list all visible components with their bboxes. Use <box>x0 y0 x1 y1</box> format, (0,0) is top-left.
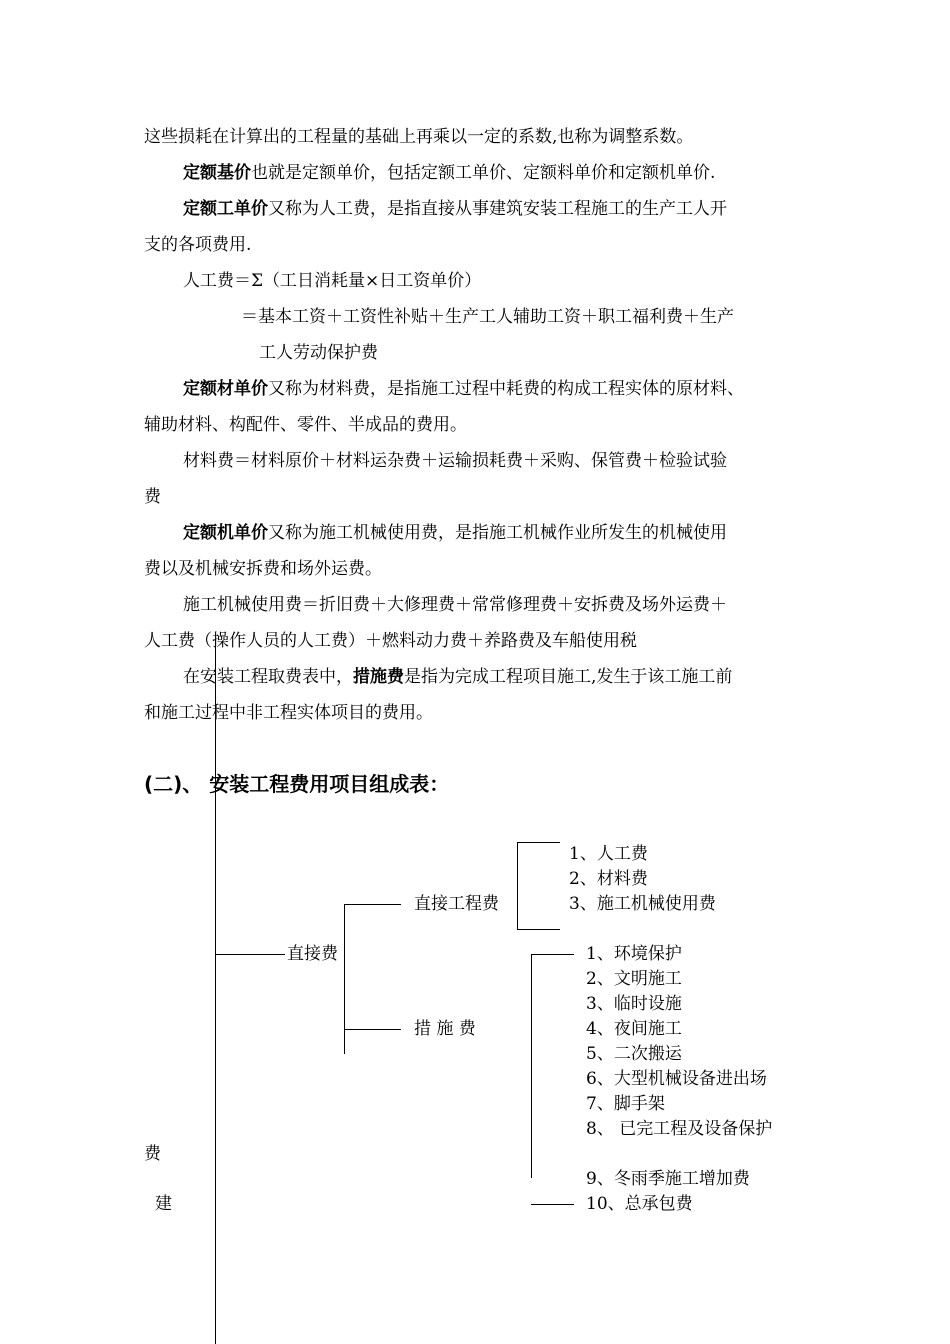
side-label-build: 建 <box>155 1194 172 1214</box>
paragraph-text: 辅助材料、构配件、零件、半成品的费用。 <box>144 415 467 435</box>
tree-connector-item-10 <box>531 1204 574 1205</box>
paragraph-text: 费以及机械安拆费和场外运费。 <box>144 559 382 579</box>
formula-text: 人工费（操作人员的人工费）＋燃料动力费＋养路费及车船使用税 <box>144 631 637 651</box>
term-labor-price: 定额工单价 <box>183 199 268 219</box>
list-item: 4、夜间施工 <box>586 1019 682 1039</box>
tree-main-vertical-line <box>215 640 216 1344</box>
formula-text: 材料费＝材料原价＋材料运杂费＋运输损耗费＋采购、保管费＋检验试验 <box>183 451 727 471</box>
list-item: 9、冬雨季施工增加费 <box>586 1169 750 1189</box>
paragraph-text: 是指为完成工程项目施工,发生于该工施工前 <box>404 667 733 687</box>
label-direct-fee: 直接费 <box>287 944 338 964</box>
list-item: 3、施工机械使用费 <box>569 894 716 914</box>
list-item: 6、大型机械设备进出场 <box>586 1069 767 1089</box>
tree-bracket-top <box>531 954 574 955</box>
tree-connector-direct-fee <box>215 954 285 955</box>
paragraph-text: 也就是定额单价，包括定额工单价、定额料单价和定额机单价. <box>251 163 716 183</box>
paragraph-text: 又称为人工费，是指直接从事建筑安装工程施工的生产工人开 <box>268 199 727 219</box>
list-item: 5、二次搬运 <box>586 1044 682 1064</box>
term-machine-price: 定额机单价 <box>183 523 268 543</box>
tree-direct-eng-bracket <box>517 842 518 929</box>
list-item: 1、环境保护 <box>586 944 682 964</box>
tree-connector-measure <box>344 1029 401 1030</box>
tree-connector-direct-eng <box>344 904 401 905</box>
paragraph-text: 支的各项费用. <box>144 235 252 255</box>
paragraph-text: 和施工过程中非工程实体项目的费用。 <box>144 703 433 723</box>
tree-bracket-bottom <box>517 929 560 930</box>
term-material-price: 定额材单价 <box>183 379 268 399</box>
formula-text: 费 <box>144 487 161 507</box>
formula-text: 工人劳动保护费 <box>259 343 378 363</box>
paragraph-text: 在安装工程取费表中， <box>183 667 353 687</box>
tree-measure-bracket <box>531 954 532 1178</box>
list-item: 2、文明施工 <box>586 969 682 989</box>
paragraph-text: 又称为施工机械使用费，是指施工机械作业所发生的机械使用 <box>268 523 727 543</box>
list-item: 8、 已完工程及设备保护 <box>586 1119 773 1139</box>
direct-eng-items <box>569 842 716 917</box>
formula-text: 施工机械使用费＝折旧费＋大修理费＋常常修理费＋安拆费及场外运费＋ <box>183 595 727 615</box>
paragraph-text: 这些损耗在计算出的工程量的基础上再乘以一定的系数,也称为调整系数。 <box>144 127 694 147</box>
list-item: 3、临时设施 <box>586 994 682 1014</box>
tree-bracket-top <box>517 842 560 843</box>
list-item: 2、材料费 <box>569 869 648 889</box>
side-label-fee: 费 <box>144 1144 161 1164</box>
label-direct-eng-fee: 直接工程费 <box>414 894 499 914</box>
section-heading: (二)、 安装工程费用项目组成表： <box>144 772 450 796</box>
list-item: 7、脚手架 <box>586 1094 665 1114</box>
formula-text: 人工费＝Σ（工日消耗量×日工资单价） <box>183 271 482 291</box>
paragraph-text: 又称为材料费，是指施工过程中耗费的构成工程实体的原材料、 <box>268 379 744 399</box>
list-item: 1、人工费 <box>569 844 648 864</box>
list-item: 10、总承包费 <box>586 1194 693 1214</box>
tree-direct-fee-bracket <box>344 904 345 1054</box>
term-measure-fee: 措施费 <box>353 667 404 687</box>
measure-items <box>586 942 772 1142</box>
formula-text: ＝基本工资＋工资性补贴＋生产工人辅助工资＋职工福利费＋生产 <box>241 307 734 327</box>
label-measure-fee: 措 施 费 <box>414 1019 476 1039</box>
term-base-price: 定额基价 <box>183 163 251 183</box>
